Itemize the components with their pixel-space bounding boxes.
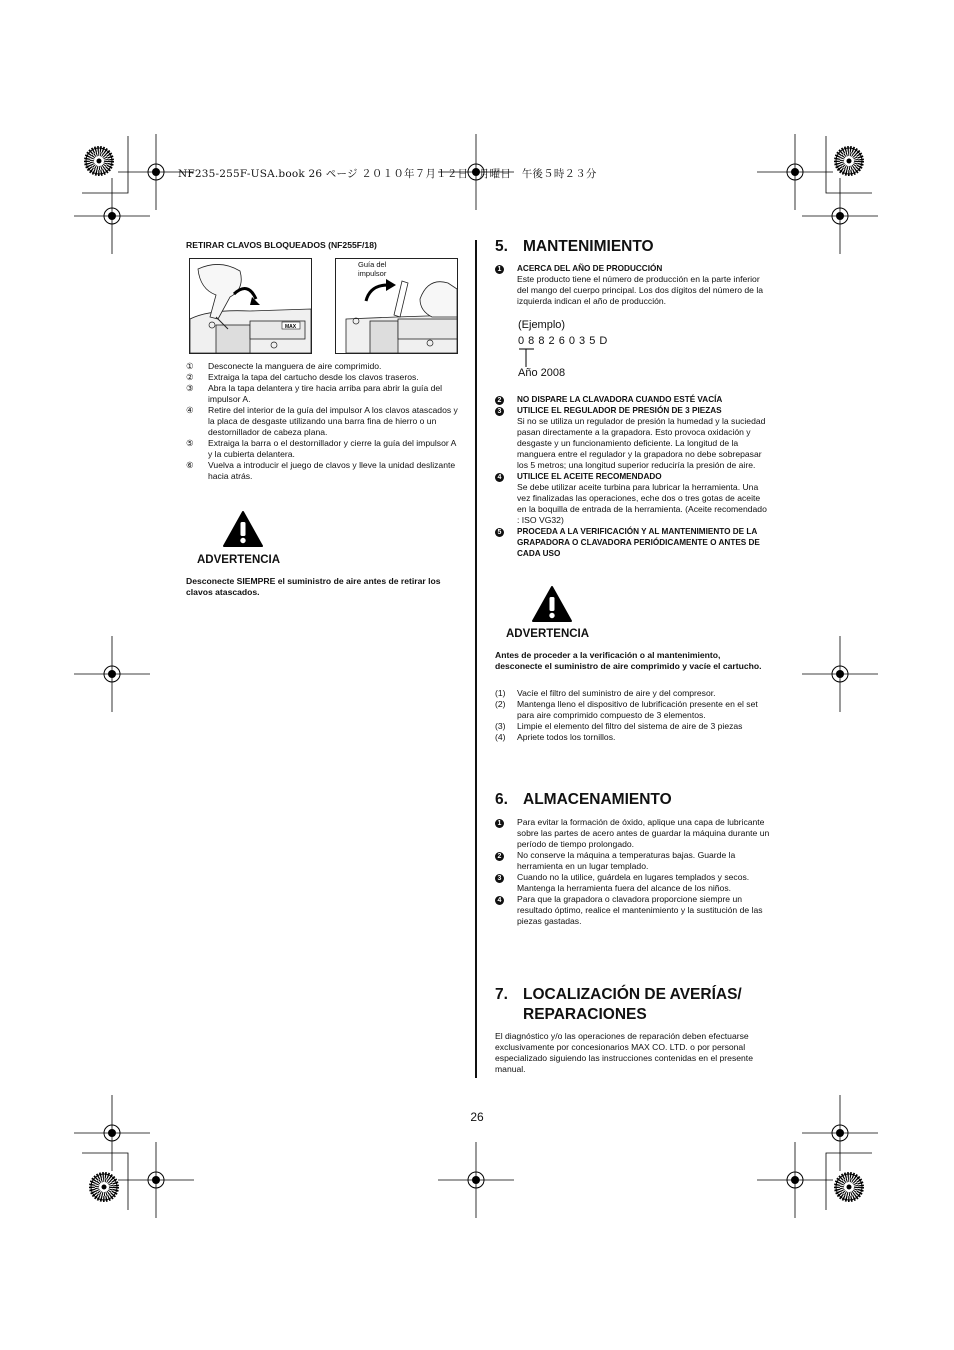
list-item: 1 ACERCA DEL AÑO DE PRODUCCIÓN Este producto tiene el número de producción en la parte inferior del mango del cuerpo principal. Los dos dígitos del número de la izquierda indican el año de producción. xyxy=(495,263,770,307)
list-item: 3 UTILICE EL REGULADOR DE PRESIÓN DE 3 PIEZAS Si no se utiliza un regulador de presión la humedad y la suciedad pasan directamente a la grapadora. Esto provoca oxidación y desgaste y un funcionamiento deficiente. La longitud de la manguera entre el regulador y la grapadora no debe sobrepasar los 5 metros; una longitud superior reduciría la presión de aire. xyxy=(495,405,770,471)
warning-icon xyxy=(222,510,264,548)
maintenance-items xyxy=(495,263,770,307)
nailer-illustration xyxy=(190,259,311,353)
list-item: ③ Abra la tapa delantera y tire hacia arriba para abrir la guía del impulsor A. xyxy=(186,383,443,404)
list-item: ② Extraiga la tapa del cartucho desde los clavos traseros. xyxy=(186,372,419,382)
page-number: 26 xyxy=(470,1110,484,1124)
warning-text: Antes de proceder a la verificación o al mantenimiento, desconecte el suministro de aire comprimido y vacíe el cartucho. xyxy=(495,650,762,671)
storage-items xyxy=(495,817,770,927)
figure-driver-guide xyxy=(335,258,458,354)
list-item: (4) Apriete todos los tornillos. xyxy=(495,732,616,742)
warning-title: ADVERTENCIA xyxy=(197,554,281,566)
example-code: 0 8 8 2 6 0 3 5 D xyxy=(518,335,608,347)
maintenance-items-2 xyxy=(495,394,770,559)
left-column xyxy=(186,240,458,251)
list-item: (3) Limpie el elemento del filtro del sistema de aire de 3 piezas xyxy=(495,721,743,731)
list-item: 2 No conserve la máquina a temperaturas bajas. Guarde la herramienta en un lugar templado. xyxy=(495,850,770,872)
figure-label-driver-guide: Guía del impulsor xyxy=(358,260,387,278)
warning-title: ADVERTENCIA xyxy=(506,628,590,640)
list-item: 3 Cuando no la utilice, guárdela en lugares templados y secos. Mantenga la herramienta fuera del alcance de los niños. xyxy=(495,872,770,894)
list-item: ⑤ Extraiga la barra o el destornillador y cierre la guía del impulsor A y la cubierta delantera. xyxy=(186,438,456,459)
repair-text: El diagnóstico y/o las operaciones de reparación deben efectuarse exclusivamente por concesionarios MAX CO. LTD. o por personal especializado siguiendo las instrucciones contenidas en el presente manual. xyxy=(495,1031,753,1074)
list-item: 5 PROCEDA A LA VERIFICACIÓN Y AL MANTENIMIENTO DE LA GRAPADORA O CLAVADORA PERIÓDICAMENTE O ANTES DE CADA USO xyxy=(495,526,770,559)
warning-text: Desconecte SIEMPRE el suministro de aire antes de retirar los clavos atascados. xyxy=(186,576,441,597)
example-bracket xyxy=(518,348,538,368)
maintenance-checklist xyxy=(495,688,770,743)
list-item: 4 UTILICE EL ACEITE RECOMENDADO Se debe utilizar aceite turbina para lubricar la herramienta. Una vez finalizadas las operaciones, eche dos o tres gotas de aceite en la boquilla de entrada de la herramienta. (Aceite recomendado : ISO VG32) xyxy=(495,471,770,526)
list-item: (2) Mantenga lleno el dispositivo de lubrificación presente en el set para aire comprimido compuesto de 3 elementos. xyxy=(495,699,758,720)
example-year: Año 2008 xyxy=(518,367,566,379)
warning-icon xyxy=(531,585,573,623)
section-heading-almacenamiento: 6. ALMACENAMIENTO xyxy=(495,791,672,808)
list-item: ① Desconecte la manguera de aire comprimido. xyxy=(186,361,382,371)
max-logo: MAX xyxy=(285,324,297,330)
list-item: ⑥ Vuelva a introducir el juego de clavos y lleve la unidad deslizante hacia atrás. xyxy=(186,460,456,481)
figure-open-cover xyxy=(189,258,312,354)
list-item: 4 Para que la grapadora o clavadora proporcione siempre un resultado óptimo, realice el mantenimiento y la sustitución de las piezas gastadas. xyxy=(495,894,770,927)
print-header: NF235-255F-USA.book 26 ページ ２０１０年７月１２日 月曜日 午後５時２３分 xyxy=(178,168,597,180)
example-label: (Ejemplo) xyxy=(518,319,566,331)
section-title-jam: RETIRAR CLAVOS BLOQUEADOS (NF255F/18) xyxy=(186,240,377,250)
section-heading-mantenimiento: 5. MANTENIMIENTO xyxy=(495,238,654,255)
column-divider xyxy=(475,240,477,1078)
section-heading-localizacion: 7. LOCALIZACIÓN DE AVERÍAS/ REPARACIONES xyxy=(495,986,742,1023)
jam-steps-list xyxy=(186,361,458,482)
list-item: 2 NO DISPARE LA CLAVADORA CUANDO ESTÉ VACÍA xyxy=(495,394,770,405)
list-item: 1 Para evitar la formación de óxido, aplique una capa de lubricante sobre las partes de acero antes de guardar la máquina durante un período de tiempo prolongado. xyxy=(495,817,770,850)
list-item: (1) Vacíe el filtro del suministro de aire y del compresor. xyxy=(495,688,716,698)
list-item: ④ Retire del interior de la guía del impulsor A los clavos atascados y la placa de desgaste utilizando una barra fina de hierro o un destornillador de cabeza plana. xyxy=(186,405,458,437)
